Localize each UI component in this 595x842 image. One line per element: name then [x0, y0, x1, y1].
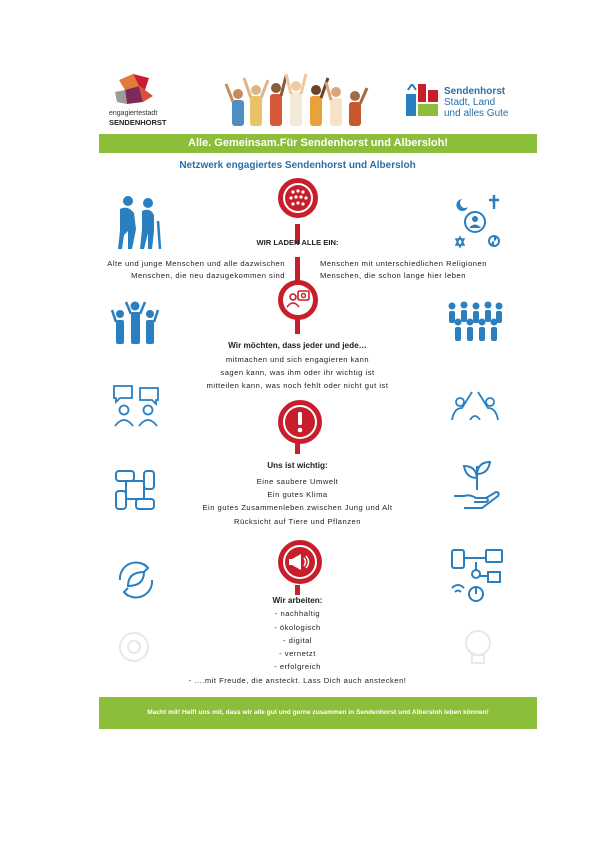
section4-heading: Wir arbeiten:	[272, 596, 323, 605]
timeline-line	[295, 585, 300, 595]
section3-line2: Ein gutes Klima	[267, 490, 328, 499]
section1-left-line2: Menschen, die neu dazugekommen sind	[131, 271, 285, 280]
community-icon	[283, 183, 313, 213]
title-banner	[99, 134, 537, 153]
timeline-node-important	[278, 400, 322, 444]
timeline-line	[295, 257, 300, 281]
logo-right-line1: Sendenhorst	[444, 86, 506, 97]
engagierte-stadt-logo-icon	[115, 74, 155, 106]
crowd-icon	[444, 300, 504, 342]
exclamation-icon	[283, 405, 317, 439]
timeline-line	[295, 318, 300, 334]
timeline-node-community	[278, 178, 318, 218]
stadt-land-logo-icon	[406, 84, 440, 118]
megaphone-icon	[283, 545, 317, 579]
header-people-illustration	[224, 72, 370, 132]
high-five-icon	[450, 386, 500, 420]
people-camera-icon	[283, 285, 313, 315]
section2-line3: mitteilen kann, was noch fehlt oder nicht gut ist	[206, 381, 389, 390]
footer-text: Macht mit! Helft uns mit, dass wir alle gut und gerne zusammen in Sendenhorst und Albersloh leben können!	[147, 709, 489, 716]
section3-line1: Eine saubere Umwelt	[256, 477, 339, 486]
banner-title: Alle. Gemeinsam.Für Sendenhorst und Albersloh!	[188, 137, 448, 149]
logo-left-line2: SENDENHORST	[109, 118, 167, 127]
logo-right-line3: und alles Gute	[444, 108, 509, 119]
section1-heading: WIR LADEN ALLE EIN:	[256, 238, 339, 247]
footer-banner	[99, 697, 537, 729]
logo-sendenhorst-stadt-land	[406, 80, 526, 126]
section4-item: - erfolgreich	[274, 662, 321, 671]
cheering-person-1	[226, 84, 244, 126]
conversation-icon	[112, 384, 160, 428]
logo-right-line2: Stadt, Land	[444, 97, 496, 108]
section4-closing: - ….mit Freude, die ansteckt. Lass Dich auch anstecken!	[188, 676, 407, 685]
section4-item: - nachhaltig	[274, 609, 321, 618]
section4-item: - ökologisch	[274, 623, 321, 632]
section4-item: - digital	[283, 636, 312, 645]
section1-right-line2: Menschen, die schon lange hier leben	[320, 271, 466, 280]
section4-item: - vernetzt	[279, 649, 316, 658]
timeline-node-participation	[278, 280, 318, 320]
cheering-family-icon	[110, 300, 160, 346]
timeline-node-work	[278, 540, 322, 584]
section2-line1: mitmachen und sich engagieren kann	[225, 355, 370, 364]
section3-line4: Rücksicht auf Tiere und Pflanzen	[233, 517, 361, 526]
logo-left-line1: engagiertestadt	[109, 110, 158, 117]
section3-heading: Uns ist wichtig:	[267, 461, 328, 470]
section2-line2: sagen kann, was ihm oder ihr wichtig ist	[220, 368, 375, 377]
section1-left-line1: Alte und junge Menschen und alle dazwischen	[107, 259, 285, 268]
section3-line3: Ein gutes Zusammenleben zwischen Jung und Alt	[202, 503, 393, 512]
logo-engagierte-stadt	[105, 74, 175, 134]
section1-right-line1: Menschen mit unterschiedlichen Religionen	[320, 259, 487, 268]
section2-heading: Wir möchten, dass jeder und jede…	[228, 341, 367, 350]
page-subtitle: Netzwerk engagiertes Sendenhorst und Albersloh	[179, 160, 416, 171]
